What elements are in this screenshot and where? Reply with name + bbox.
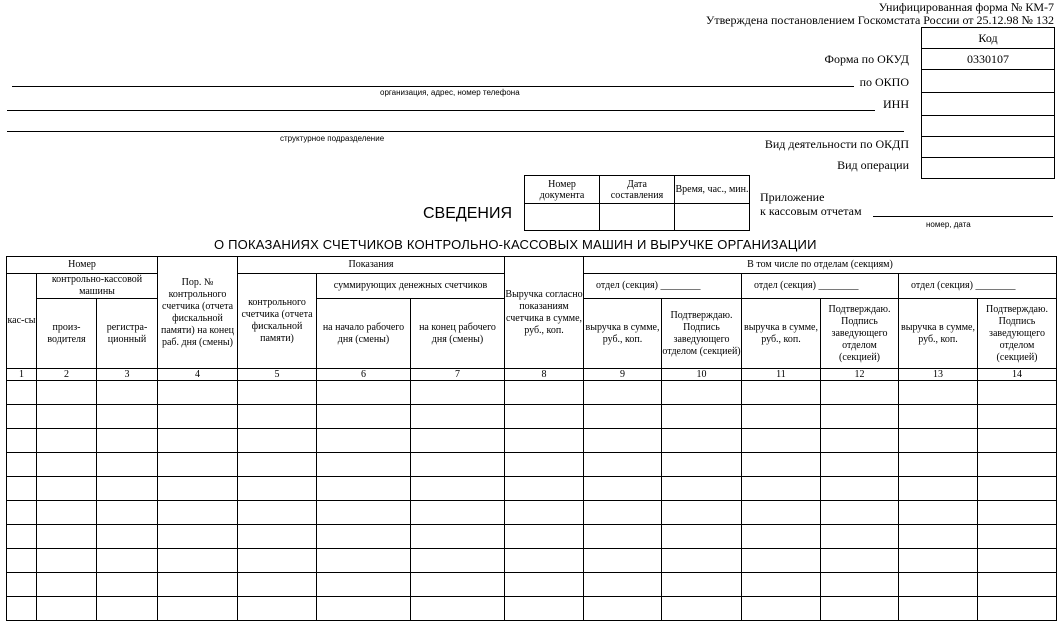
table-cell[interactable] [238, 477, 317, 501]
approval-note: Утверждена постановлением Госкомстата России от 25.12.98 № 132 [705, 13, 1054, 27]
table-cell[interactable] [7, 381, 37, 405]
table-cell[interactable] [978, 429, 1057, 453]
table-cell[interactable] [899, 573, 978, 597]
table-cell[interactable] [317, 549, 411, 573]
document-info-table [524, 175, 750, 231]
table-cell[interactable] [37, 501, 97, 525]
table-cell[interactable] [7, 405, 37, 429]
table-cell[interactable] [411, 405, 505, 429]
table-cell[interactable] [158, 525, 238, 549]
table-row [7, 429, 1057, 453]
table-row [7, 405, 1057, 429]
table-cell[interactable] [821, 597, 899, 621]
table-cell[interactable] [238, 429, 317, 453]
code-header: Код [922, 28, 1054, 49]
table-cell[interactable] [37, 453, 97, 477]
table-cell[interactable] [317, 525, 411, 549]
table-cell[interactable] [899, 525, 978, 549]
table-cell[interactable] [584, 405, 662, 429]
table-cell[interactable] [584, 477, 662, 501]
table-cell[interactable] [821, 405, 899, 429]
okpo-code-field[interactable] [922, 70, 1054, 93]
code-box [921, 27, 1055, 179]
table-cell[interactable] [899, 453, 978, 477]
doc-number-header: Номер документа [525, 176, 600, 204]
table-cell[interactable] [317, 477, 411, 501]
table-cell[interactable] [742, 525, 821, 549]
table-cell[interactable] [317, 405, 411, 429]
attachment-caption: номер, дата [926, 220, 971, 229]
main-table [6, 256, 1057, 621]
dept-3-revenue-header: выручка в сумме, руб., коп. [899, 299, 978, 369]
number-header: Номер [7, 257, 158, 274]
table-row [7, 477, 1057, 501]
table-cell[interactable] [821, 573, 899, 597]
division-line[interactable] [7, 131, 904, 132]
table-cell[interactable] [662, 597, 742, 621]
table-cell[interactable] [821, 381, 899, 405]
table-cell[interactable] [317, 453, 411, 477]
table-cell[interactable] [978, 549, 1057, 573]
table-cell[interactable] [317, 429, 411, 453]
column-number: 1 [7, 369, 37, 381]
table-cell[interactable] [662, 381, 742, 405]
table-cell[interactable] [742, 429, 821, 453]
registration-header: регистра-ционный [97, 299, 158, 369]
table-cell[interactable] [505, 477, 584, 501]
table-cell[interactable] [37, 597, 97, 621]
table-cell[interactable] [505, 525, 584, 549]
table-cell[interactable] [7, 477, 37, 501]
attachment-label: Приложение [760, 190, 825, 204]
table-cell[interactable] [238, 573, 317, 597]
table-cell[interactable] [158, 405, 238, 429]
table-cell[interactable] [7, 549, 37, 573]
table-cell[interactable] [584, 597, 662, 621]
organization-line-2[interactable] [7, 110, 875, 111]
table-cell[interactable] [662, 405, 742, 429]
column-number: 6 [317, 369, 411, 381]
table-cell[interactable] [317, 381, 411, 405]
table-cell[interactable] [97, 477, 158, 501]
table-cell[interactable] [158, 381, 238, 405]
division-caption: структурное подразделение [280, 134, 385, 143]
table-cell[interactable] [821, 525, 899, 549]
doc-number-field[interactable] [525, 204, 600, 231]
table-cell[interactable] [97, 381, 158, 405]
table-cell[interactable] [978, 501, 1057, 525]
dept-1-revenue-header: выручка в сумме, руб., коп. [584, 299, 662, 369]
table-cell[interactable] [238, 501, 317, 525]
table-cell[interactable] [584, 549, 662, 573]
table-cell[interactable] [742, 573, 821, 597]
table-cell[interactable] [821, 429, 899, 453]
table-cell[interactable] [158, 573, 238, 597]
dept-2-revenue-header: выручка в сумме, руб., коп. [742, 299, 821, 369]
table-cell[interactable] [584, 429, 662, 453]
table-cell[interactable] [37, 405, 97, 429]
table-cell[interactable] [899, 597, 978, 621]
column-number: 2 [37, 369, 97, 381]
readings-header: Показания [238, 257, 505, 274]
organization-line[interactable] [12, 86, 854, 87]
column-number: 8 [505, 369, 584, 381]
form-name: Унифицированная форма № КМ-7 [878, 0, 1054, 14]
table-row [7, 573, 1057, 597]
table-cell[interactable] [7, 453, 37, 477]
table-cell[interactable] [97, 405, 158, 429]
doc-date-field[interactable] [600, 204, 675, 231]
table-cell[interactable] [978, 597, 1057, 621]
okdp-code-field-2[interactable] [922, 137, 1054, 158]
table-cell[interactable] [37, 525, 97, 549]
table-cell[interactable] [505, 549, 584, 573]
table-cell[interactable] [742, 501, 821, 525]
table-cell[interactable] [97, 525, 158, 549]
operation-code-field[interactable] [922, 158, 1054, 179]
table-cell[interactable] [7, 429, 37, 453]
attachment-label-2: к кассовым отчетам [760, 204, 862, 218]
dept-2-confirm-header: Подтверждаю. Подпись заведующего отделом (секцией) [821, 299, 899, 369]
table-cell[interactable] [97, 429, 158, 453]
table-cell[interactable] [158, 549, 238, 573]
table-cell[interactable] [158, 597, 238, 621]
table-cell[interactable] [505, 453, 584, 477]
table-cell[interactable] [238, 597, 317, 621]
table-cell[interactable] [317, 501, 411, 525]
doc-date-header: Дата составления [600, 176, 675, 204]
table-cell[interactable] [821, 549, 899, 573]
summing-counters-header: суммирующих денежных счетчиков [317, 274, 505, 299]
manufacturer-header: произ-водителя [37, 299, 97, 369]
table-cell[interactable] [662, 573, 742, 597]
table-cell[interactable] [821, 501, 899, 525]
table-cell[interactable] [505, 573, 584, 597]
table-cell[interactable] [238, 381, 317, 405]
table-row [7, 597, 1057, 621]
okpo-label: по ОКПО [859, 75, 909, 89]
revenue-header: Выручка согласно показаниям счетчика в сумме, руб., коп. [505, 257, 584, 369]
seq-counter-header: Пор. № контрольного счетчика (отчета фискальной памяти) на конец раб. дня (смены) [158, 257, 238, 369]
table-cell[interactable] [505, 405, 584, 429]
column-number: 13 [899, 369, 978, 381]
table-cell[interactable] [742, 381, 821, 405]
doc-time-field[interactable] [675, 204, 750, 231]
table-cell[interactable] [899, 477, 978, 501]
table-cell[interactable] [584, 573, 662, 597]
cash-desk-header: кас-сы [7, 274, 37, 369]
table-cell[interactable] [97, 549, 158, 573]
table-cell[interactable] [978, 525, 1057, 549]
table-cell[interactable] [97, 573, 158, 597]
table-cell[interactable] [662, 549, 742, 573]
table-cell[interactable] [7, 573, 37, 597]
table-cell[interactable] [742, 405, 821, 429]
table-cell[interactable] [821, 477, 899, 501]
table-cell[interactable] [742, 453, 821, 477]
column-number: 4 [158, 369, 238, 381]
okud-label: Форма по ОКУД [824, 52, 909, 66]
table-cell[interactable] [7, 597, 37, 621]
table-cell[interactable] [238, 453, 317, 477]
column-number: 14 [978, 369, 1057, 381]
table-cell[interactable] [505, 429, 584, 453]
table-cell[interactable] [238, 405, 317, 429]
column-number: 11 [742, 369, 821, 381]
dept-3-header: отдел (секция) ________ [899, 274, 1057, 299]
table-cell[interactable] [7, 501, 37, 525]
table-cell[interactable] [821, 453, 899, 477]
table-cell[interactable] [662, 501, 742, 525]
inn-label: ИНН [883, 97, 909, 111]
table-cell[interactable] [662, 525, 742, 549]
table-cell[interactable] [37, 381, 97, 405]
by-departments-header: В том числе по отделам (секциям) [584, 257, 1057, 274]
table-row [7, 501, 1057, 525]
table-cell[interactable] [899, 381, 978, 405]
table-cell[interactable] [158, 477, 238, 501]
attachment-line[interactable] [873, 216, 1053, 217]
table-cell[interactable] [97, 597, 158, 621]
table-cell[interactable] [978, 477, 1057, 501]
table-cell[interactable] [978, 405, 1057, 429]
table-cell[interactable] [158, 453, 238, 477]
table-cell[interactable] [899, 405, 978, 429]
table-cell[interactable] [411, 501, 505, 525]
table-cell[interactable] [978, 381, 1057, 405]
okdp-label: Вид деятельности по ОКДП [764, 137, 909, 151]
dept-2-header: отдел (секция) ________ [742, 274, 899, 299]
column-number: 7 [411, 369, 505, 381]
table-cell[interactable] [978, 573, 1057, 597]
inn-field[interactable] [922, 93, 1054, 116]
table-cell[interactable] [411, 453, 505, 477]
table-cell[interactable] [742, 477, 821, 501]
kkm-header: контрольно-кассовой машины [37, 274, 158, 299]
table-cell[interactable] [411, 573, 505, 597]
table-cell[interactable] [411, 525, 505, 549]
organization-caption: организация, адрес, номер телефона [380, 88, 520, 97]
table-cell[interactable] [37, 477, 97, 501]
column-number: 9 [584, 369, 662, 381]
okdp-code-field-1[interactable] [922, 116, 1054, 137]
column-number: 10 [662, 369, 742, 381]
column-number: 3 [97, 369, 158, 381]
table-cell[interactable] [662, 477, 742, 501]
control-counter-header: контрольного счетчика (отчета фискальной памяти) [238, 274, 317, 369]
table-cell[interactable] [662, 429, 742, 453]
table-cell[interactable] [37, 573, 97, 597]
start-day-header: на начало рабочего дня (смены) [317, 299, 411, 369]
table-cell[interactable] [742, 549, 821, 573]
dept-1-confirm-header: Подтверждаю. Подпись заведующего отделом (секцией) [662, 299, 742, 369]
table-cell[interactable] [158, 501, 238, 525]
table-cell[interactable] [317, 597, 411, 621]
table-cell[interactable] [584, 501, 662, 525]
end-day-header: на конец рабочего дня (смены) [411, 299, 505, 369]
table-cell[interactable] [505, 597, 584, 621]
table-row [7, 453, 1057, 477]
table-cell[interactable] [238, 549, 317, 573]
document-title: СВЕДЕНИЯ [423, 205, 513, 222]
table-cell[interactable] [411, 429, 505, 453]
table-cell[interactable] [584, 453, 662, 477]
table-cell[interactable] [158, 429, 238, 453]
dept-3-confirm-header: Подтверждаю. Подпись заведующего отделом (секцией) [978, 299, 1057, 369]
okud-code-field[interactable]: 0330107 [922, 49, 1054, 70]
table-cell[interactable] [899, 501, 978, 525]
table-cell[interactable] [37, 549, 97, 573]
table-cell[interactable] [505, 501, 584, 525]
table-cell[interactable] [97, 453, 158, 477]
table-cell[interactable] [411, 381, 505, 405]
table-cell[interactable] [411, 549, 505, 573]
table-row [7, 381, 1057, 405]
operation-label: Вид операции [837, 158, 909, 172]
doc-time-header: Время, час., мин. [675, 176, 750, 204]
table-cell[interactable] [978, 453, 1057, 477]
table-cell[interactable] [662, 453, 742, 477]
table-cell[interactable] [411, 477, 505, 501]
table-cell[interactable] [317, 573, 411, 597]
table-cell[interactable] [505, 381, 584, 405]
document-subtitle: О ПОКАЗАНИЯХ СЧЕТЧИКОВ КОНТРОЛЬНО-КАССОВЫХ МАШИН И ВЫРУЧКЕ ОРГАНИЗАЦИИ [214, 237, 817, 252]
table-cell[interactable] [238, 525, 317, 549]
dept-1-header: отдел (секция) ________ [584, 274, 742, 299]
table-cell[interactable] [411, 597, 505, 621]
table-cell[interactable] [742, 597, 821, 621]
table-cell[interactable] [584, 525, 662, 549]
table-cell[interactable] [7, 525, 37, 549]
table-row [7, 549, 1057, 573]
column-numbers-row [7, 369, 1057, 381]
column-number: 5 [238, 369, 317, 381]
table-row [7, 525, 1057, 549]
column-number: 12 [821, 369, 899, 381]
table-cell[interactable] [37, 429, 97, 453]
table-cell[interactable] [899, 549, 978, 573]
table-cell[interactable] [899, 429, 978, 453]
table-cell[interactable] [97, 501, 158, 525]
table-cell[interactable] [584, 381, 662, 405]
